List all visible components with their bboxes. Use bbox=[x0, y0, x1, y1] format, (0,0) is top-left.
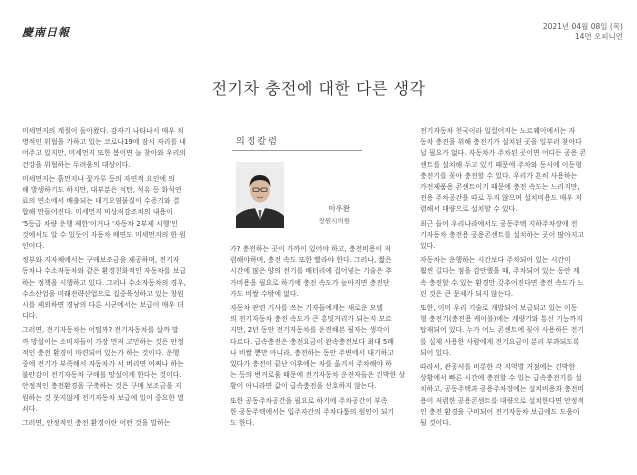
article-line: 가? 충전하는 곳이 가까이 있어야 하고, 충전비용이 저 bbox=[230, 245, 391, 253]
article-line: 또한 공동주차공간을 필요로 하기에 주차공간이 부족 bbox=[230, 396, 388, 405]
publication-date: 2021년 04월 08일 (목) bbox=[542, 22, 623, 31]
article-line: 전용 주차공간을 따로 두지 않으며 설치비용도 매우 저 bbox=[420, 194, 582, 203]
author-title: 창원시의원 bbox=[318, 217, 350, 225]
article-line: 탑재되어 있다. 누가 어느 콘센트에 꽂아 사용하든 전기 bbox=[420, 326, 584, 335]
article-line: 나 비쌀 뿐만 아니라, 충전하는 동안 주변에서 대기하고 bbox=[230, 348, 394, 357]
article-line: 렴해서 대량으로 설치할 수 있다. bbox=[420, 205, 518, 214]
article-line: 디다. bbox=[22, 312, 38, 321]
article-line: 동차나 수소자동차와 같은 환경친화적인 자동차를 보급 bbox=[22, 267, 187, 276]
article-line: 기자동차 충전용 공용콘센트를 설치하는 곳이 많아지고 bbox=[420, 230, 585, 239]
article-line: 정부와 지자체에서는 구매보조금을 제공하며, 전기자 bbox=[22, 256, 180, 265]
article-line: 적인 충전 환경이 마련되어 있는가 하는 것이다. 운행 bbox=[22, 348, 180, 357]
article-line: 가비용을 필요로 하기에 충전 속도가 높아지면 충전단 bbox=[230, 278, 390, 287]
article-line: 닐 필요가 없다. 자동차가 주차된 곳이면 어디든 공용 콘 bbox=[420, 149, 587, 158]
article-line: 명적인 위협을 가하고 있는 코로나19에 잠시 자리를 내 bbox=[22, 138, 186, 147]
author-photo bbox=[236, 162, 284, 228]
article-column-2 bbox=[230, 244, 408, 429]
article-line: 불안감이 전기자동차 구매를 망설이게 한다는 것이다. bbox=[22, 371, 182, 380]
article-line: 쇠다. bbox=[22, 404, 38, 413]
article-line: 것에서도 알 수 있듯이 자동차 배연도 미세먼지의 한 원 bbox=[22, 230, 186, 239]
newspaper-masthead: 慶南日報 bbox=[22, 26, 70, 39]
article-line: 그러면, 안정적인 충전 환경이란 어떤 것을 말하는 bbox=[22, 419, 171, 428]
article-line: 동차 충전을 위해 충전기가 설치된 곳을 일부러 찾아다 bbox=[420, 138, 582, 147]
article-line: 수소산업을 미래전략산업으로 집중육성하고 있는 창원 bbox=[22, 289, 184, 298]
article-line: 또한, 이미 우리 기술로 개발되어 보급되고 있는 이동 bbox=[420, 304, 578, 313]
article-line: 치하고, 공동주택과 공용주차장에는 설치비용과 충전비 bbox=[420, 385, 585, 394]
page-section: 14면 오피니언 bbox=[574, 32, 623, 41]
article-line: 료의 연소에서 배출되는 대기오염물질이 수증기와 결 bbox=[22, 197, 180, 206]
article-line: 따라서, 관공서를 비롯한 각 지역별 거점에는 긴박한 bbox=[420, 363, 576, 372]
article-line: 미세먼지는 흙먼지나 꽃가루 등의 자연적 요인에 의 bbox=[22, 174, 175, 183]
article-line: 시간에 많은 양의 전기를 배터리에 집어넣는 기술은 추 bbox=[230, 267, 392, 276]
article-line: 의 전기자동차 충전 속도가 큰 흥밋거리가 되는지 모르 bbox=[230, 315, 392, 324]
article-line: 를 실제 사용한 사람에게 전기요금이 분리 부과되도록 bbox=[420, 337, 580, 346]
article-column-1 bbox=[22, 126, 218, 429]
article-line: 지만, 2년 동안 전기자동차를 운전해본 필자는 생각이 bbox=[230, 326, 390, 335]
column-title-divider bbox=[232, 150, 362, 151]
article-line: 최근 들어 우리나라에서도 공동주택 지하주차장에 전 bbox=[420, 219, 578, 228]
article-line: 자동차는 운행하는 시간보다 주차되어 있는 시간이 bbox=[420, 256, 571, 265]
article-line: 충전기를 꽂아 충전할 수 있다. 우리가 흔히 사용하는 bbox=[420, 171, 578, 180]
article-line: 형 충전기(충전용 케이블)에는 계량기와 통신 기능까지 bbox=[420, 315, 583, 324]
article-line: 미세먼지의 계절이 돌아왔다. 감자기 나타나서 매우 치 bbox=[22, 127, 184, 135]
article-line: 어주고 있지만, 미세먼지 또한 봄이면 늘 찾아와 우리의 bbox=[22, 149, 186, 158]
article-line: 속 충전할 수 있는 환경만 갖추어진다면 충전 속도가 느 bbox=[420, 278, 584, 287]
article-line: 까 망설이는 소비자들이 가장 먼저 고민하는 것은 안정 bbox=[22, 337, 184, 346]
article-line: 센트를 설치해 두고 있기 때문에 주차와 동시에 이동형 bbox=[420, 160, 582, 169]
article-line: 가도 비쌀 수밖에 없다. bbox=[230, 289, 299, 298]
author-name: 이우완 bbox=[328, 204, 350, 213]
article-line: 있다. bbox=[420, 242, 436, 251]
article-line: 인 충전 환경을 구비되어 전기자동차 보급에도 도움이 bbox=[420, 407, 580, 416]
article-line: 합해 만들어진다. 미세먼지 비상저감조치의 내용이 bbox=[22, 208, 173, 217]
article-line: 다르다. 급속충전은 충전요금이 완속충전보다 최대 5배 bbox=[230, 337, 394, 346]
article-line: 있다가 충전이 끝난 이후에는 차를 옮겨서 주차해야 하 bbox=[230, 360, 392, 369]
author-portrait-icon bbox=[236, 162, 284, 228]
article-line: 전기자동차 천국이라 일컬어지는 노르웨이에서는 자 bbox=[420, 127, 576, 135]
article-line: 자동차 관련 기사를 쓰는 기자들에게는 새로운 모델 bbox=[230, 304, 383, 313]
article-headline: 전기차 충전에 대한 다른 생각 bbox=[211, 79, 426, 98]
article-line: 원하는 것 못지않게 전기자동차 보급에 있어 중요한 열 bbox=[22, 393, 184, 402]
article-line: 시를 제외하면 경남의 다른 시군에서는 보급이 매우 더 bbox=[22, 301, 184, 310]
article-line: 그러면, 전기자동차는 어떨까? 전기자동차를 살까 말 bbox=[22, 326, 179, 335]
article-line: 하는 정책을 시행하고 있다. 그러나 수소자동차의 경우, bbox=[22, 278, 186, 287]
article-line: 상황에서 빠른 시간에 충전할 수 있는 급속충전기를 설 bbox=[420, 374, 582, 383]
article-line: 한 공동주택에서는 입주자간의 주차다툼의 원인이 되기 bbox=[230, 407, 395, 416]
article-line: 해 발생하기도 하지만, 대부분은 석탄, 석유 등 화석연 bbox=[22, 186, 182, 195]
article-line: 중에 전기가 부족해서 자동차가 서 버리면 어쩌나 하는 bbox=[22, 360, 184, 369]
article-line: 되어 있다. bbox=[420, 348, 452, 357]
article-line: 건강을 위협하는 두려움의 대상이다. bbox=[22, 160, 131, 169]
article-line: 훨씬 길다는 점을 감안했을 때, 주차되어 있는 동안 계 bbox=[420, 267, 580, 276]
column-title: 의정칼럼 bbox=[236, 137, 279, 147]
article-line: 도 한다. bbox=[230, 419, 255, 428]
article-line: 용이 저렴한 공용콘센트를 대량으로 설치한다면 안정적 bbox=[420, 396, 585, 405]
article-line: 는 등의 번거로움 때문에 전기자동차 운전자들은 긴박한 상 bbox=[230, 371, 406, 380]
article-line: 인이다. bbox=[22, 242, 45, 251]
dateline bbox=[543, 22, 623, 42]
article-line: 될 것이다. bbox=[420, 419, 452, 428]
article-line: '5등급 차량 운행 제한'이거나 '자동차 2부제 시행'인 bbox=[22, 219, 178, 228]
article-line: 안정적인 충전환경을 구축하는 것은 구매 보조금을 지 bbox=[22, 382, 182, 391]
article-line: 린 것은 큰 문제가 되지 않는다. bbox=[420, 289, 514, 298]
article-line: 렴해야하며, 충전 속도 또한 빨라야 한다. 그러나, 짧은 bbox=[230, 256, 392, 265]
article-line: 가전제품용 콘센트이기 때문에 충전 속도는 느리지만, bbox=[420, 183, 580, 192]
article-column-3 bbox=[420, 126, 616, 429]
article-line: 황이 아니라면 값이 급속충전을 선호하지 않는다. bbox=[230, 382, 377, 391]
